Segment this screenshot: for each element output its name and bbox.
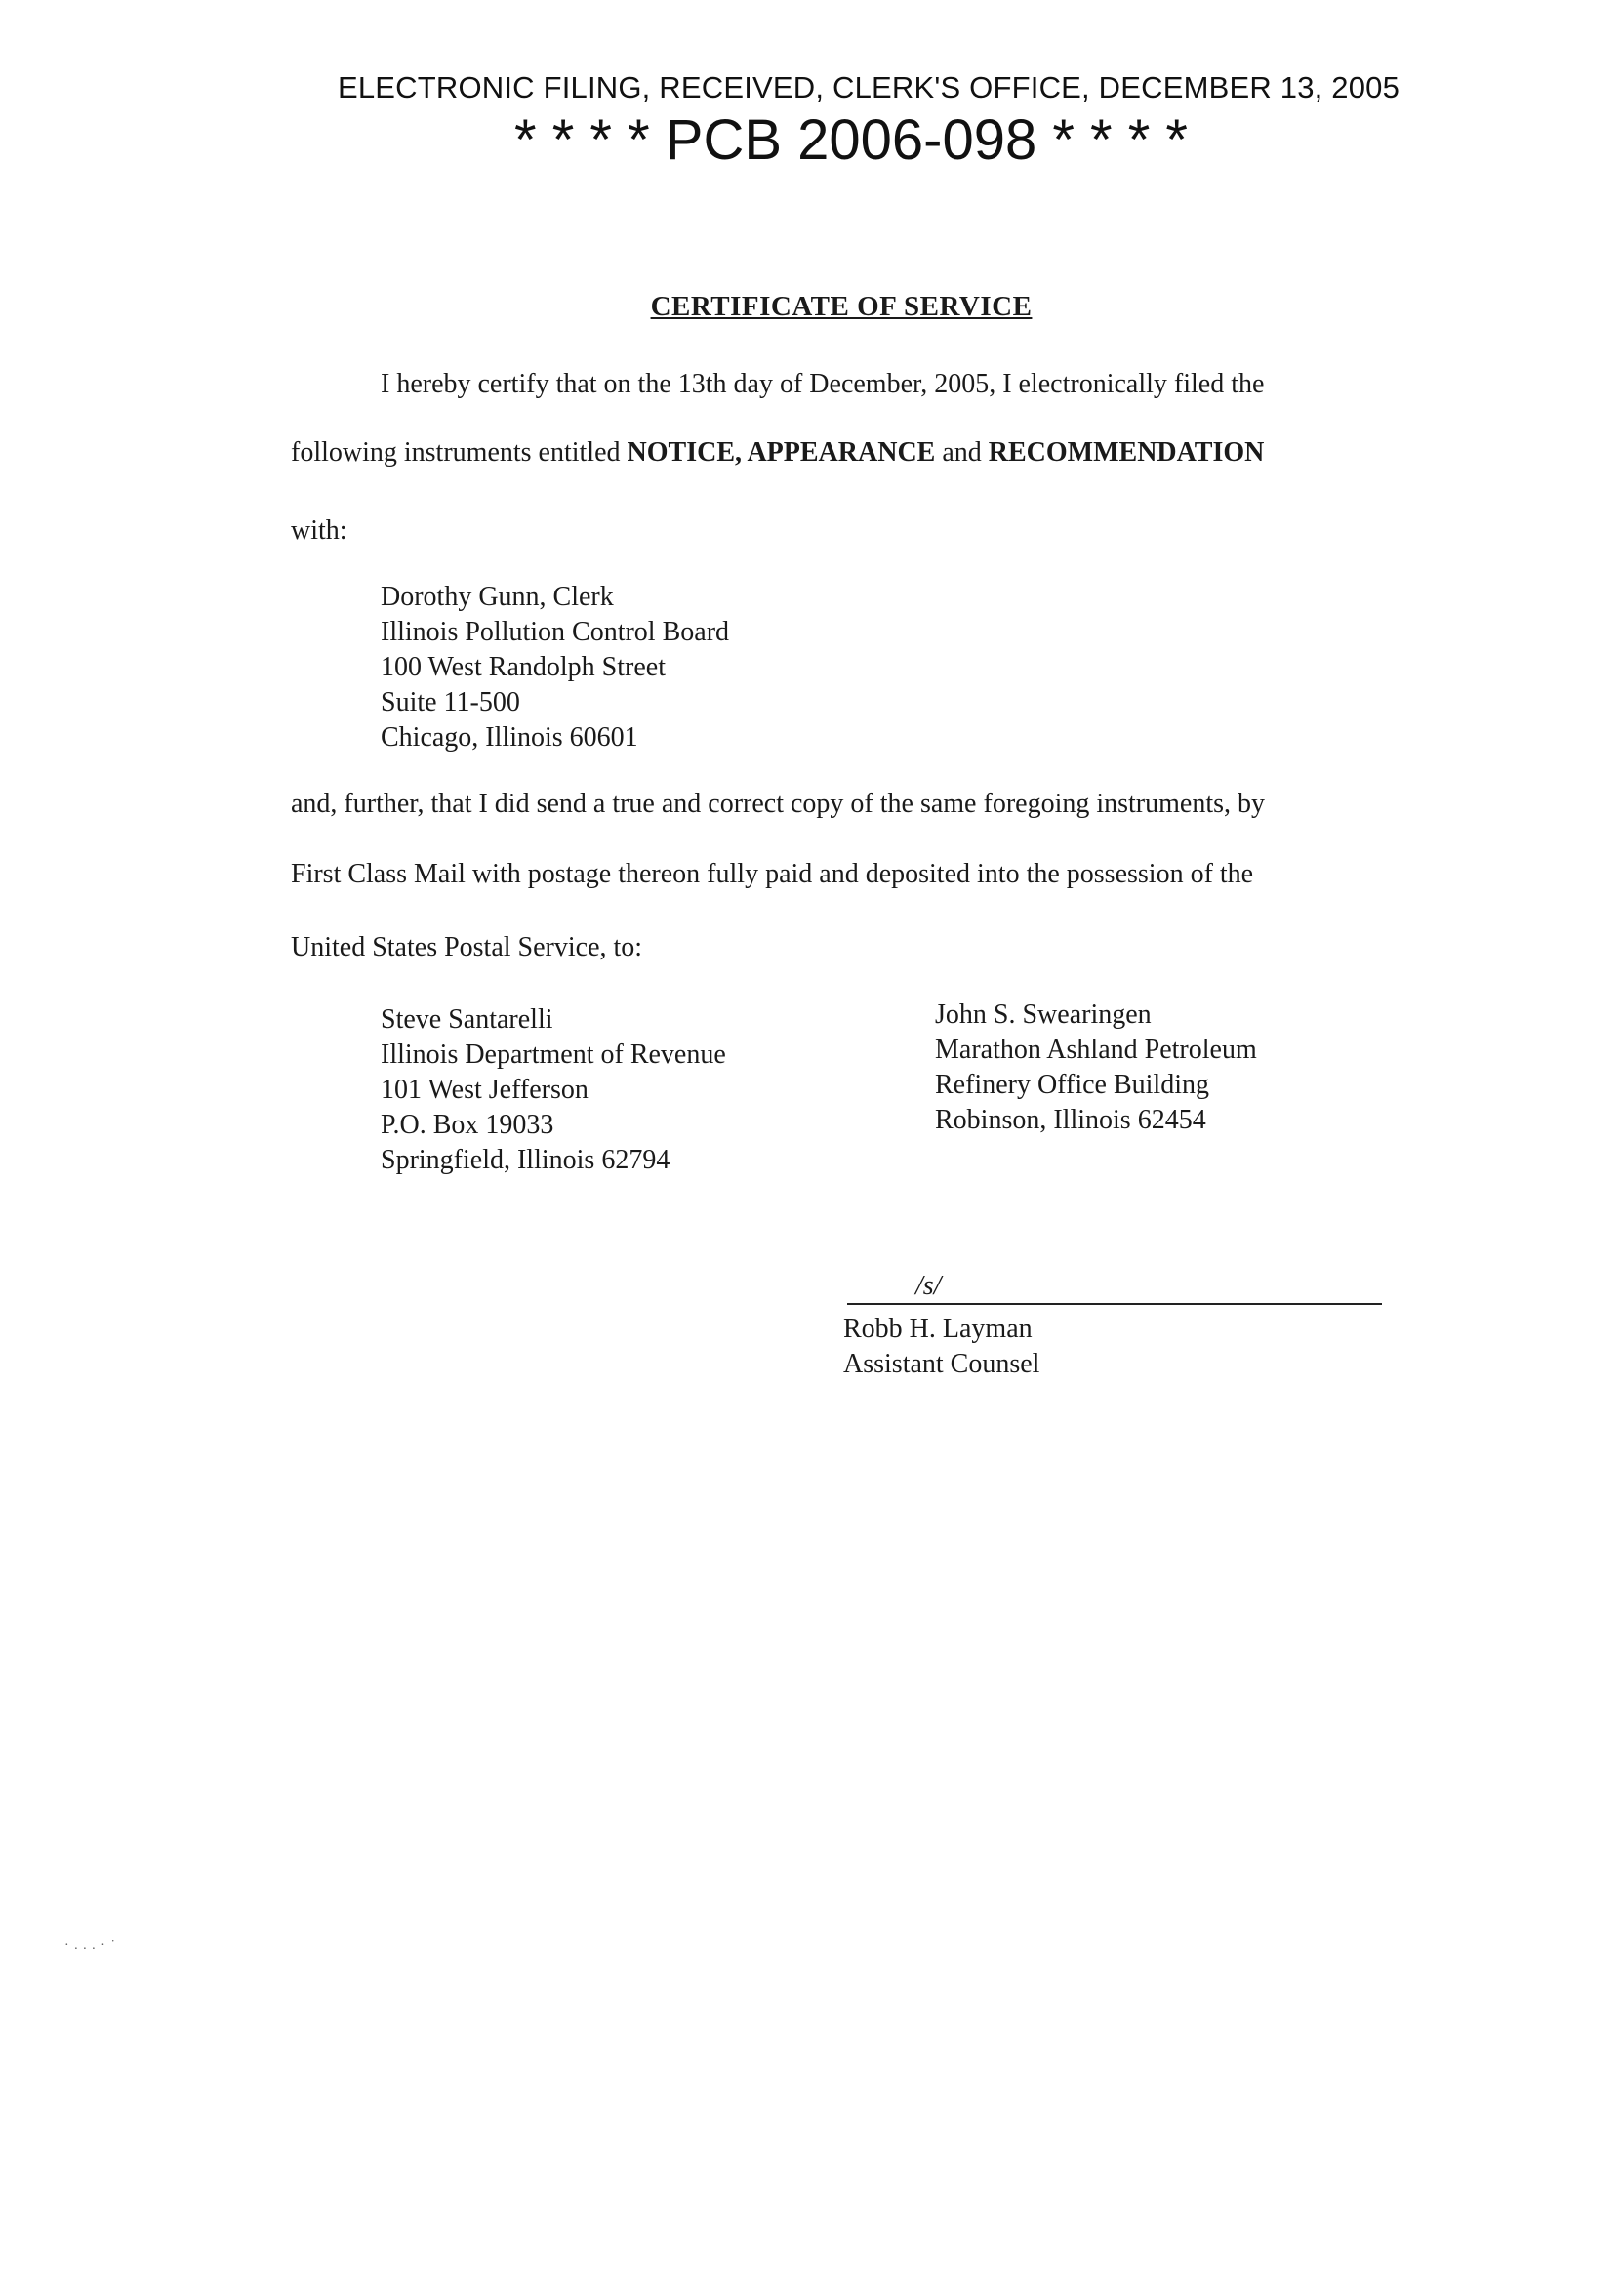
paragraph2-line1: and, further, that I did send a true and correct copy of the same foregoing instruments, by	[291, 789, 1266, 819]
recipient-left-line: Steve Santarelli	[381, 1004, 553, 1035]
document-title: CERTIFICATE OF SERVICE	[650, 291, 1033, 322]
signer-title: Assistant Counsel	[843, 1349, 1040, 1379]
case-number-stamp: * * * * PCB 2006-098 * * * *	[514, 108, 1188, 172]
recipient-left-line: Illinois Department of Revenue	[381, 1039, 726, 1070]
recipient-left-line: Springfield, Illinois 62794	[381, 1145, 670, 1175]
clerk-address-line: Suite 11-500	[381, 687, 520, 717]
recipient-left-line: 101 West Jefferson	[381, 1075, 589, 1105]
instrument-names-2: RECOMMENDATION	[988, 437, 1265, 468]
recipient-right-block	[935, 998, 1257, 1138]
recipient-right-line: Refinery Office Building	[935, 1070, 1209, 1100]
paragraph1-line2-prefix: following instruments entitled	[291, 437, 628, 468]
recipient-right-line: Robinson, Illinois 62454	[935, 1105, 1206, 1135]
clerk-address-line: Dorothy Gunn, Clerk	[381, 582, 614, 612]
recipient-right-line: John S. Swearingen	[935, 999, 1152, 1030]
recipient-right-line: Marathon Ashland Petroleum	[935, 1035, 1257, 1065]
paragraph1-line2-mid: and	[935, 437, 989, 468]
recipient-left-line: P.O. Box 19033	[381, 1110, 554, 1140]
paragraph1-line3: with:	[291, 515, 347, 546]
clerk-address-line: Chicago, Illinois 60601	[381, 722, 638, 753]
paragraph2-line2: First Class Mail with postage thereon fully paid and deposited into the possession of the	[291, 859, 1254, 889]
instrument-names-1: NOTICE, APPEARANCE	[627, 437, 936, 468]
filing-stamp-line: ELECTRONIC FILING, RECEIVED, CLERK'S OFFICE, DECEMBER 13, 2005	[337, 70, 1401, 104]
clerk-address-line: 100 West Randolph Street	[381, 652, 666, 682]
signature-mark: /s/	[915, 1271, 942, 1301]
signature-block	[843, 1312, 1039, 1382]
clerk-address-block	[381, 580, 729, 755]
clerk-address-line: Illinois Pollution Control Board	[381, 617, 730, 647]
signer-name: Robb H. Layman	[843, 1314, 1033, 1344]
paragraph2-line3: United States Postal Service, to:	[291, 932, 643, 962]
paragraph1-line1: I hereby certify that on the 13th day of December, 2005, I electronically filed the	[381, 369, 1265, 399]
scan-artifact: · . . . · ˙	[64, 1938, 116, 1953]
recipient-left-block	[381, 1002, 726, 1178]
paragraph1-line2	[291, 437, 1264, 469]
signature-line	[847, 1303, 1382, 1305]
